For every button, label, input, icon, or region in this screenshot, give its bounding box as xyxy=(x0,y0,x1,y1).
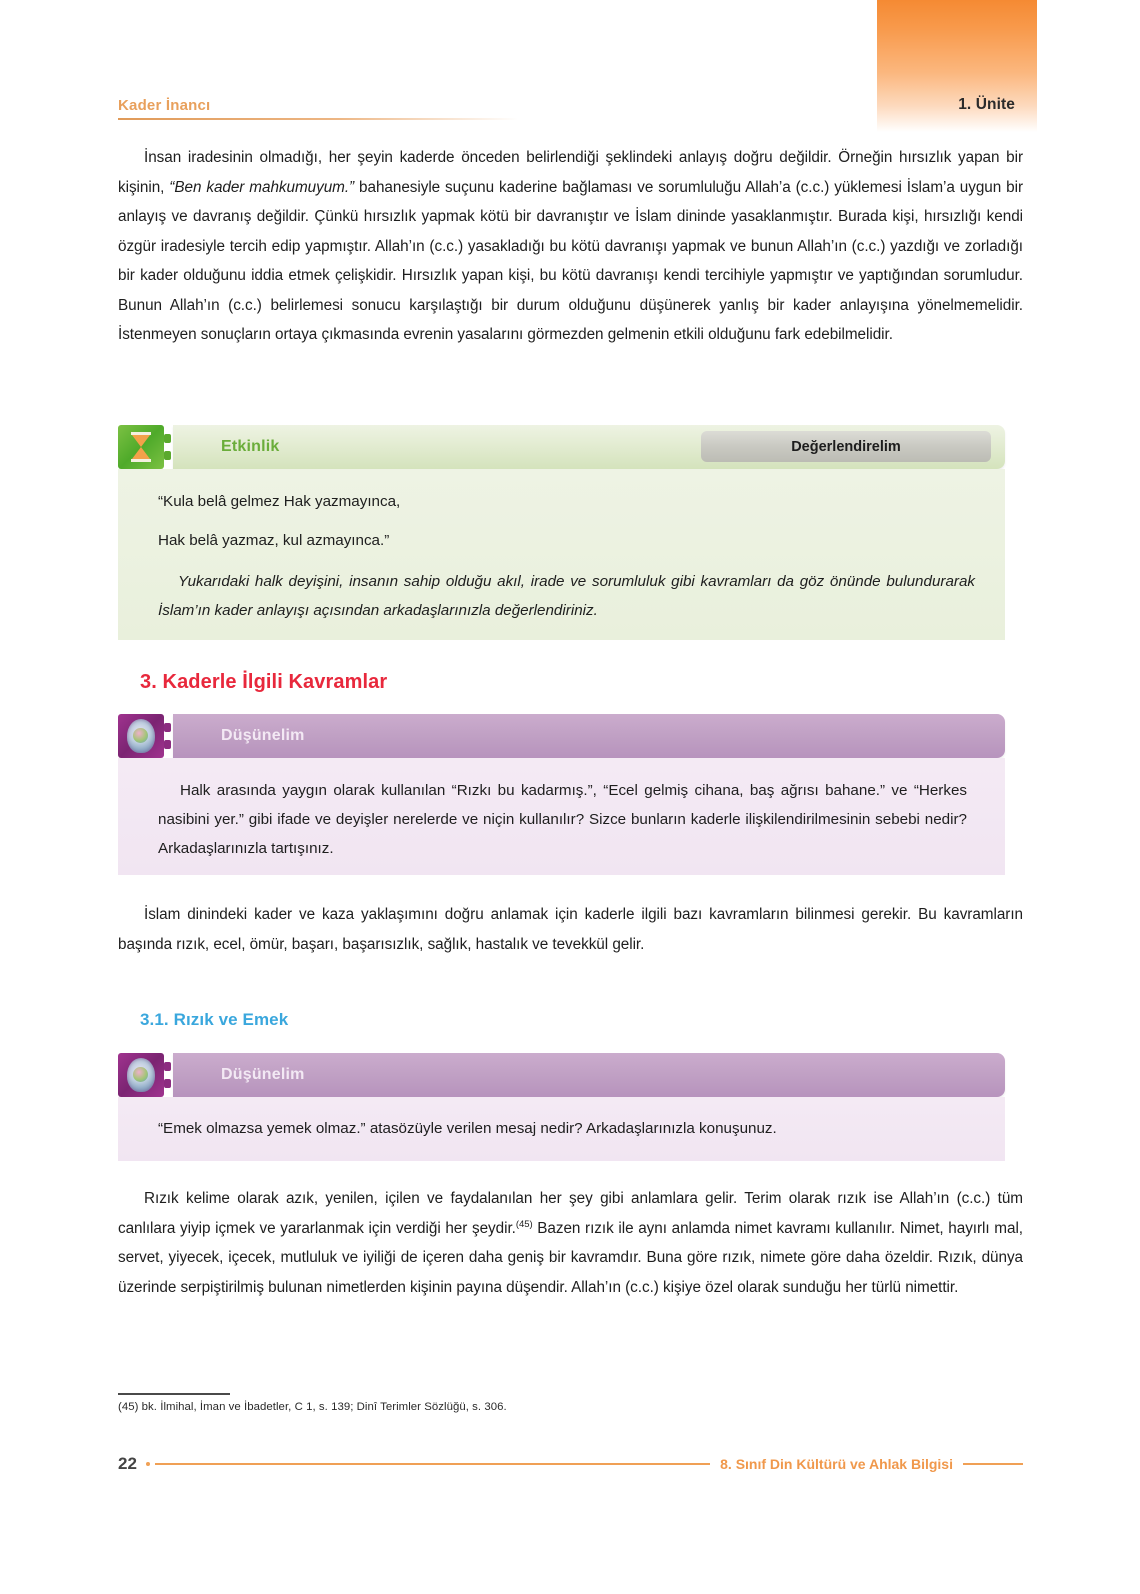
paragraph-1-part2: bahanesiyle suçunu kaderine bağlaması ve sorumluluğu Allah’a (c.c.) yüklemesi İslam’a uygun bir anlayış ve davranış değildir. Çünkü hırsızlık yapmak kötü bir davranıştır ve İslam dininde yasaklanmıştır. Burada kişi, hırsızlığı kendi özgür iradesiyle tercih edip yapmıştır. Allah’ın (c.c.) yasakladığı bu kötü davranışı yapmak ve bunun Allah’ın (c.c.) yazdığı ve zorladığı bir kader olduğunu iddia etmek çelişkidir. Hırsızlık yapan kişi, bu kötü davranışı kendi tercihiyle yapmıştır ve yaptığından sorumludur. Bunun Allah’ın (c.c.) belirlemesi sonucu karşılaştığı bir durum olduğunu düşünerek yanlış bir kader anlayışına yönelmemelidir. İstenmeyen sonuçların ortaya çıkmasında evrenin yasalarını görmezden gelmenin etkili olduğunu fark edebilmelidir. xyxy=(118,178,1023,343)
unit-tab-label: 1. Ünite xyxy=(958,96,1015,113)
think-banner-2-label: Düşünelim xyxy=(221,1066,305,1083)
activity-line-2: Hak belâ yazmaz, kul azmayınca.” xyxy=(158,532,390,549)
footer-bullet xyxy=(146,1462,150,1466)
page-number: 22 xyxy=(118,1454,137,1473)
paragraph-1-quote: “Ben kader mahkumuyum.” xyxy=(169,178,355,196)
thinking-head-icon xyxy=(118,1053,164,1097)
think-box-2-text: “Emek olmazsa yemek olmaz.” atasözüyle verilen mesaj nedir? Arkadaşlarınızla konuşunuz. xyxy=(158,1120,777,1137)
activity-banner-connector xyxy=(164,425,173,469)
think-box-2 xyxy=(118,1097,1005,1161)
running-head-rule xyxy=(118,118,518,120)
page-footer xyxy=(118,1452,1023,1476)
footer-rule-right xyxy=(963,1463,1023,1464)
connector-tab-top xyxy=(164,723,171,732)
activity-line-1: “Kula belâ gelmez Hak yazmayınca, xyxy=(158,493,401,510)
section-heading: 3. Kaderle İlgili Kavramlar xyxy=(140,671,388,693)
footnote-text: (45) bk. İlmihal, İman ve İbadetler, C 1, s. 139; Dinî Terimler Sözlüğü, s. 306. xyxy=(118,1401,507,1413)
thinking-head-glyph xyxy=(127,1058,155,1092)
activity-banner-bar xyxy=(173,425,1005,469)
think-banner-2-connector xyxy=(164,1053,173,1097)
hourglass-lower-bulb xyxy=(132,447,150,459)
paragraph-3 xyxy=(118,1184,1023,1302)
think-banner-1 xyxy=(118,714,1005,758)
hourglass-cap-bottom xyxy=(131,459,151,462)
think-banner-1-label: Düşünelim xyxy=(221,727,305,744)
activity-banner xyxy=(118,425,1005,469)
connector-tab-bottom xyxy=(164,1079,171,1088)
running-head-title: Kader İnancı xyxy=(118,97,211,114)
think-banner-1-bar xyxy=(173,714,1005,758)
connector-tab-bottom xyxy=(164,740,171,749)
unit-tab xyxy=(877,0,1037,132)
hourglass-glyph xyxy=(131,432,151,462)
footnote-rule xyxy=(118,1393,230,1395)
paragraph-3-part2: Bazen rızık ile aynı anlamda nimet kavramı kullanılır. Nimet, hayırlı mal, servet, yiyecek, içecek, mutluluk ve iyiliği de içeren daha geniş bir kavramdır. Buna göre rızık, nimete göre daha özeldir. Rızık, dünya üzerinde serpiştirilmiş bulunan nimetlerden kişinin payına düşendir. Allah’ın (c.c.) kişiye özel olarak sunduğu her türlü nimettir. xyxy=(118,1219,1023,1296)
connector-tab-bottom xyxy=(164,451,171,460)
hourglass-icon xyxy=(118,425,164,469)
paragraph-1-part1: İnsan iradesinin olmadığı, her şeyin kaderde önceden belirlendiği şeklindeki anlayış doğru değildir. Örneğin hırsızlık yapan bir kişinin, xyxy=(118,149,1023,196)
think-banner-1-connector xyxy=(164,714,173,758)
thinking-head-icon xyxy=(118,714,164,758)
paragraph-3-part1: Rızık kelime olarak azık, yenilen, içilen ve faydalanılan her şey gibi anlamlara gelir. Terim olarak rızık ise Allah’ın (c.c.) tüm canlılara yiyip içmek ve yararlanmak için verdiği her şeydir. xyxy=(118,1190,1023,1237)
hourglass-upper-bulb xyxy=(132,435,150,447)
paragraph-block-2 xyxy=(118,900,1023,959)
thinking-head-glyph xyxy=(127,719,155,753)
running-head xyxy=(118,97,538,120)
activity-banner-label: Etkinlik xyxy=(221,438,280,455)
footnote-marker: (45) xyxy=(515,1218,533,1230)
paragraph-block-1 xyxy=(118,143,1023,350)
think-banner-2-bar xyxy=(173,1053,1005,1097)
connector-tab-top xyxy=(164,434,171,443)
activity-task: Yukarıdaki halk deyişini, insanın sahip olduğu akıl, irade ve sorumluluk gibi kavramları da göz önünde bulundurarak İslam’ın kader anlayışı açısından arkadaşlarınızla değerlendiriniz. xyxy=(158,573,975,619)
paragraph-block-3 xyxy=(118,1184,1023,1302)
activity-box xyxy=(118,469,1005,640)
think-box-1-text: Halk arasında yaygın olarak kullanılan “Rızkı bu kadarmış.”, “Ecel gelmiş cihana, baş ağrısı bahane.” ve “Herkes nasibini yer.” gibi ifade ve deyişler nerelerde ve niçin kullanılır? Sizce bunların kaderle ilişkilendirilmesinin sebebi nedir? Arkadaşlarınızla tartışınız. xyxy=(158,782,967,857)
connector-tab-top xyxy=(164,1062,171,1071)
evaluate-pill xyxy=(701,431,991,462)
evaluate-pill-label: Değerlendirelim xyxy=(791,438,901,455)
paragraph-1 xyxy=(118,143,1023,350)
paragraph-2: İslam dinindeki kader ve kaza yaklaşımını doğru anlamak için kaderle ilgili bazı kavramların bilinmesi gerekir. Bu kavramların başında rızık, ecel, ömür, başarı, başarısızlık, sağlık, hastalık ve tevekkül gelir. xyxy=(118,906,1023,953)
subsection-heading: 3.1. Rızık ve Emek xyxy=(140,1010,289,1029)
think-box-1 xyxy=(118,758,1005,875)
think-banner-2 xyxy=(118,1053,1005,1097)
footer-book-title: 8. Sınıf Din Kültürü ve Ahlak Bilgisi xyxy=(720,1456,953,1472)
footer-rule-left xyxy=(155,1463,710,1464)
